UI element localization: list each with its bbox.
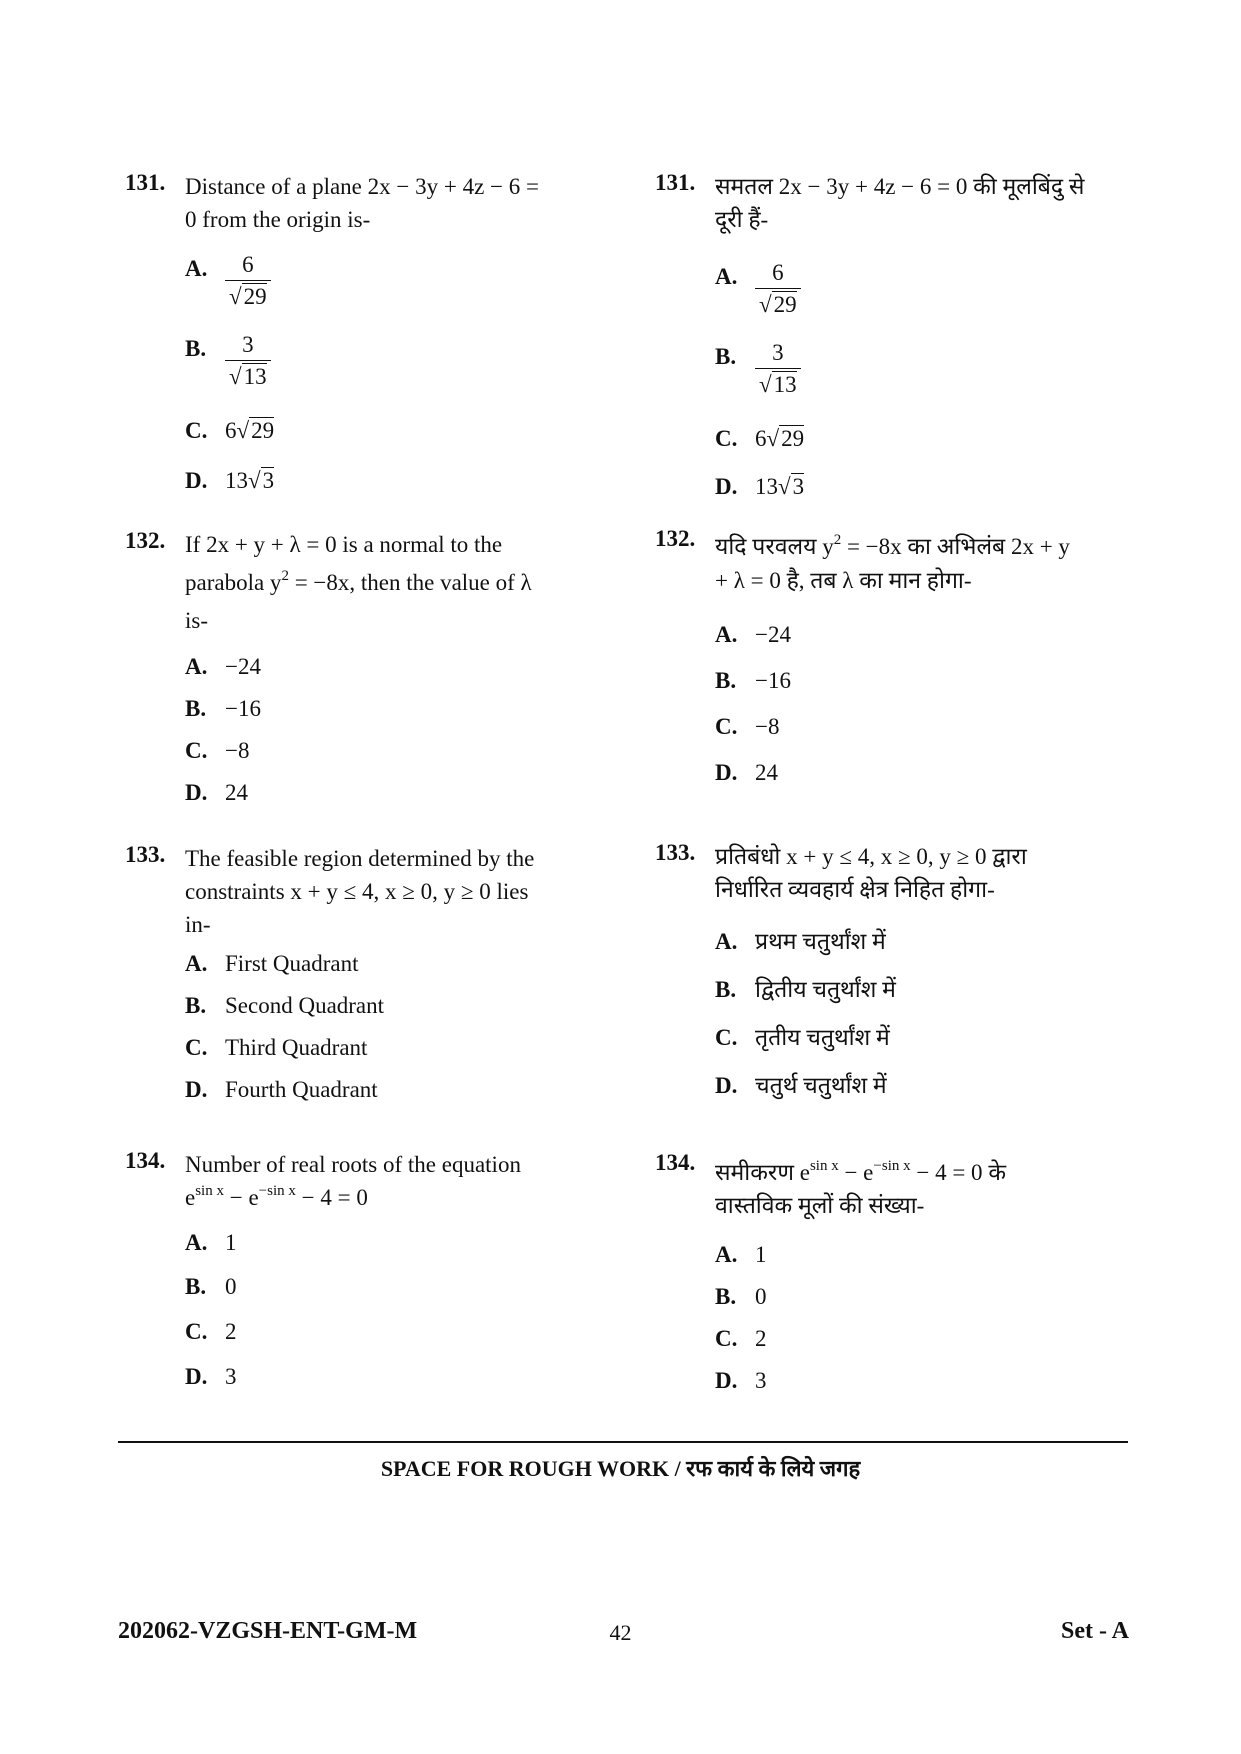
option-b: B. Second Quadrant	[185, 993, 385, 1018]
option-c: C. Third Quadrant	[185, 1035, 368, 1060]
option-a: A. प्रथम चतुर्थांश में	[715, 929, 886, 954]
question-number: 132.	[125, 528, 166, 553]
option-c: C. 6√29	[185, 418, 275, 443]
question-number: 131.	[655, 170, 696, 195]
question-number: 133.	[125, 842, 166, 867]
option-a: A. 1	[715, 1242, 767, 1267]
question-132-hi: 132. यदि परवलय $y^2 = -8x$ का अभिलंब 2x + y + λ = 0 है, तब λ का मान होगा- A. −24 B. −16 C. −8 D. 24	[655, 526, 1085, 796]
option-b: B. −16	[185, 696, 261, 721]
option-c: C. 2	[185, 1319, 237, 1344]
question-131-hi: 131. समतल 2x − 3y + 4z − 6 = 0 की मूलबिंदु से दूरी हैं- A. $\frac{6}{√29}$ B. $\frac{3}{√13}$ C. 6√29 D. 13√3	[655, 170, 1085, 508]
question-134-hi: 134. समीकरण $e^{sin x} - e^{-sin x} - 4 = 0$ के वास्तविक मूलों की संख्या- A. 1 B. 0 C. 2 D. 3	[655, 1150, 1085, 1402]
option-d: D. Fourth Quadrant	[185, 1077, 378, 1102]
question-132-en: 132. If 2x + y + λ = 0 is a normal to the parabola $y^2 = -8x$, then the value of λ is- A. −24 B. −16 C. −8 D. 24	[125, 526, 555, 814]
option-d: D. 24	[185, 780, 248, 805]
divider	[118, 1441, 1128, 1443]
option-d: D. 13√3	[185, 468, 275, 493]
option-d: D. 3	[185, 1364, 237, 1389]
option-c: C. तृतीय चतुर्थांश में	[715, 1025, 890, 1050]
option-a: A. First Quadrant	[185, 951, 359, 976]
question-133-en: 133. The feasible region determined by the constraints x + y ≤ 4, x ≥ 0, y ≥ 0 lies in- A. First Quadrant B. Second Quadrant C. Third Quadrant D. Fourth Quadrant	[125, 842, 555, 1111]
option-c: C. −8	[715, 714, 780, 739]
option-d: D. चतुर्थ चतुर्थांश में	[715, 1073, 887, 1098]
option-c: C. 2	[715, 1326, 767, 1351]
question-131-en	[125, 170, 555, 502]
option-b: B. −16	[715, 668, 791, 693]
option-a: A. −24	[715, 622, 791, 647]
question-number: 132.	[655, 526, 696, 551]
set-label: Set - A	[1061, 1618, 1129, 1644]
question-number: 131.	[125, 170, 166, 195]
option-b: B. द्वितीय चतुर्थांश में	[715, 977, 896, 1002]
option-b: B. 0	[185, 1274, 237, 1299]
option-d: D. 13√3	[715, 474, 805, 499]
question-133-hi: 133. प्रतिबंधो x + y ≤ 4, x ≥ 0, y ≥ 0 द्वारा निर्धारित व्यवहार्य क्षेत्र निहित होगा- A. प्रथम चतुर्थांश में B. द्वितीय चतुर्थांश में C. तृतीय चतुर्थांश में D. चतुर्थ चतुर्थांश में	[655, 840, 1085, 1110]
question-number: 133.	[655, 840, 696, 865]
option-c: C. −8	[185, 738, 250, 763]
option-b: B. $\frac{3}{√13}$	[715, 338, 1085, 418]
rough-work-label: SPACE FOR ROUGH WORK / रफ कार्य के लिये जगह	[380, 1456, 861, 1481]
question-number: 134.	[125, 1148, 166, 1173]
option-a: A. 1	[185, 1230, 237, 1255]
page-number: 42	[609, 1620, 632, 1645]
option-d: D. 3	[715, 1368, 767, 1393]
option-b: B. $\frac{3}{√13}$	[185, 330, 555, 410]
question-number: 134.	[655, 1150, 696, 1175]
option-b: B. 0	[715, 1284, 767, 1309]
option-d: D. 24	[715, 760, 778, 785]
option-a: A. $\frac{6}{√29}$	[185, 250, 555, 330]
option-a: A. −24	[185, 654, 261, 679]
paper-code: 202062-VZGSH-ENT-GM-M	[118, 1618, 418, 1644]
question-134-en: 134. Number of real roots of the equation $e^{sin x} - e^{-sin x} - 4 = 0$ A. 1 B. 0 C. 2 D. 3	[125, 1148, 555, 1399]
option-c: C. 6√29	[715, 426, 805, 451]
question-text: Distance of a plane 2x − 3y + 4z − 6 = 0 from the origin is-	[185, 174, 539, 232]
option-a: A. $\frac{6}{√29}$	[715, 258, 1085, 338]
